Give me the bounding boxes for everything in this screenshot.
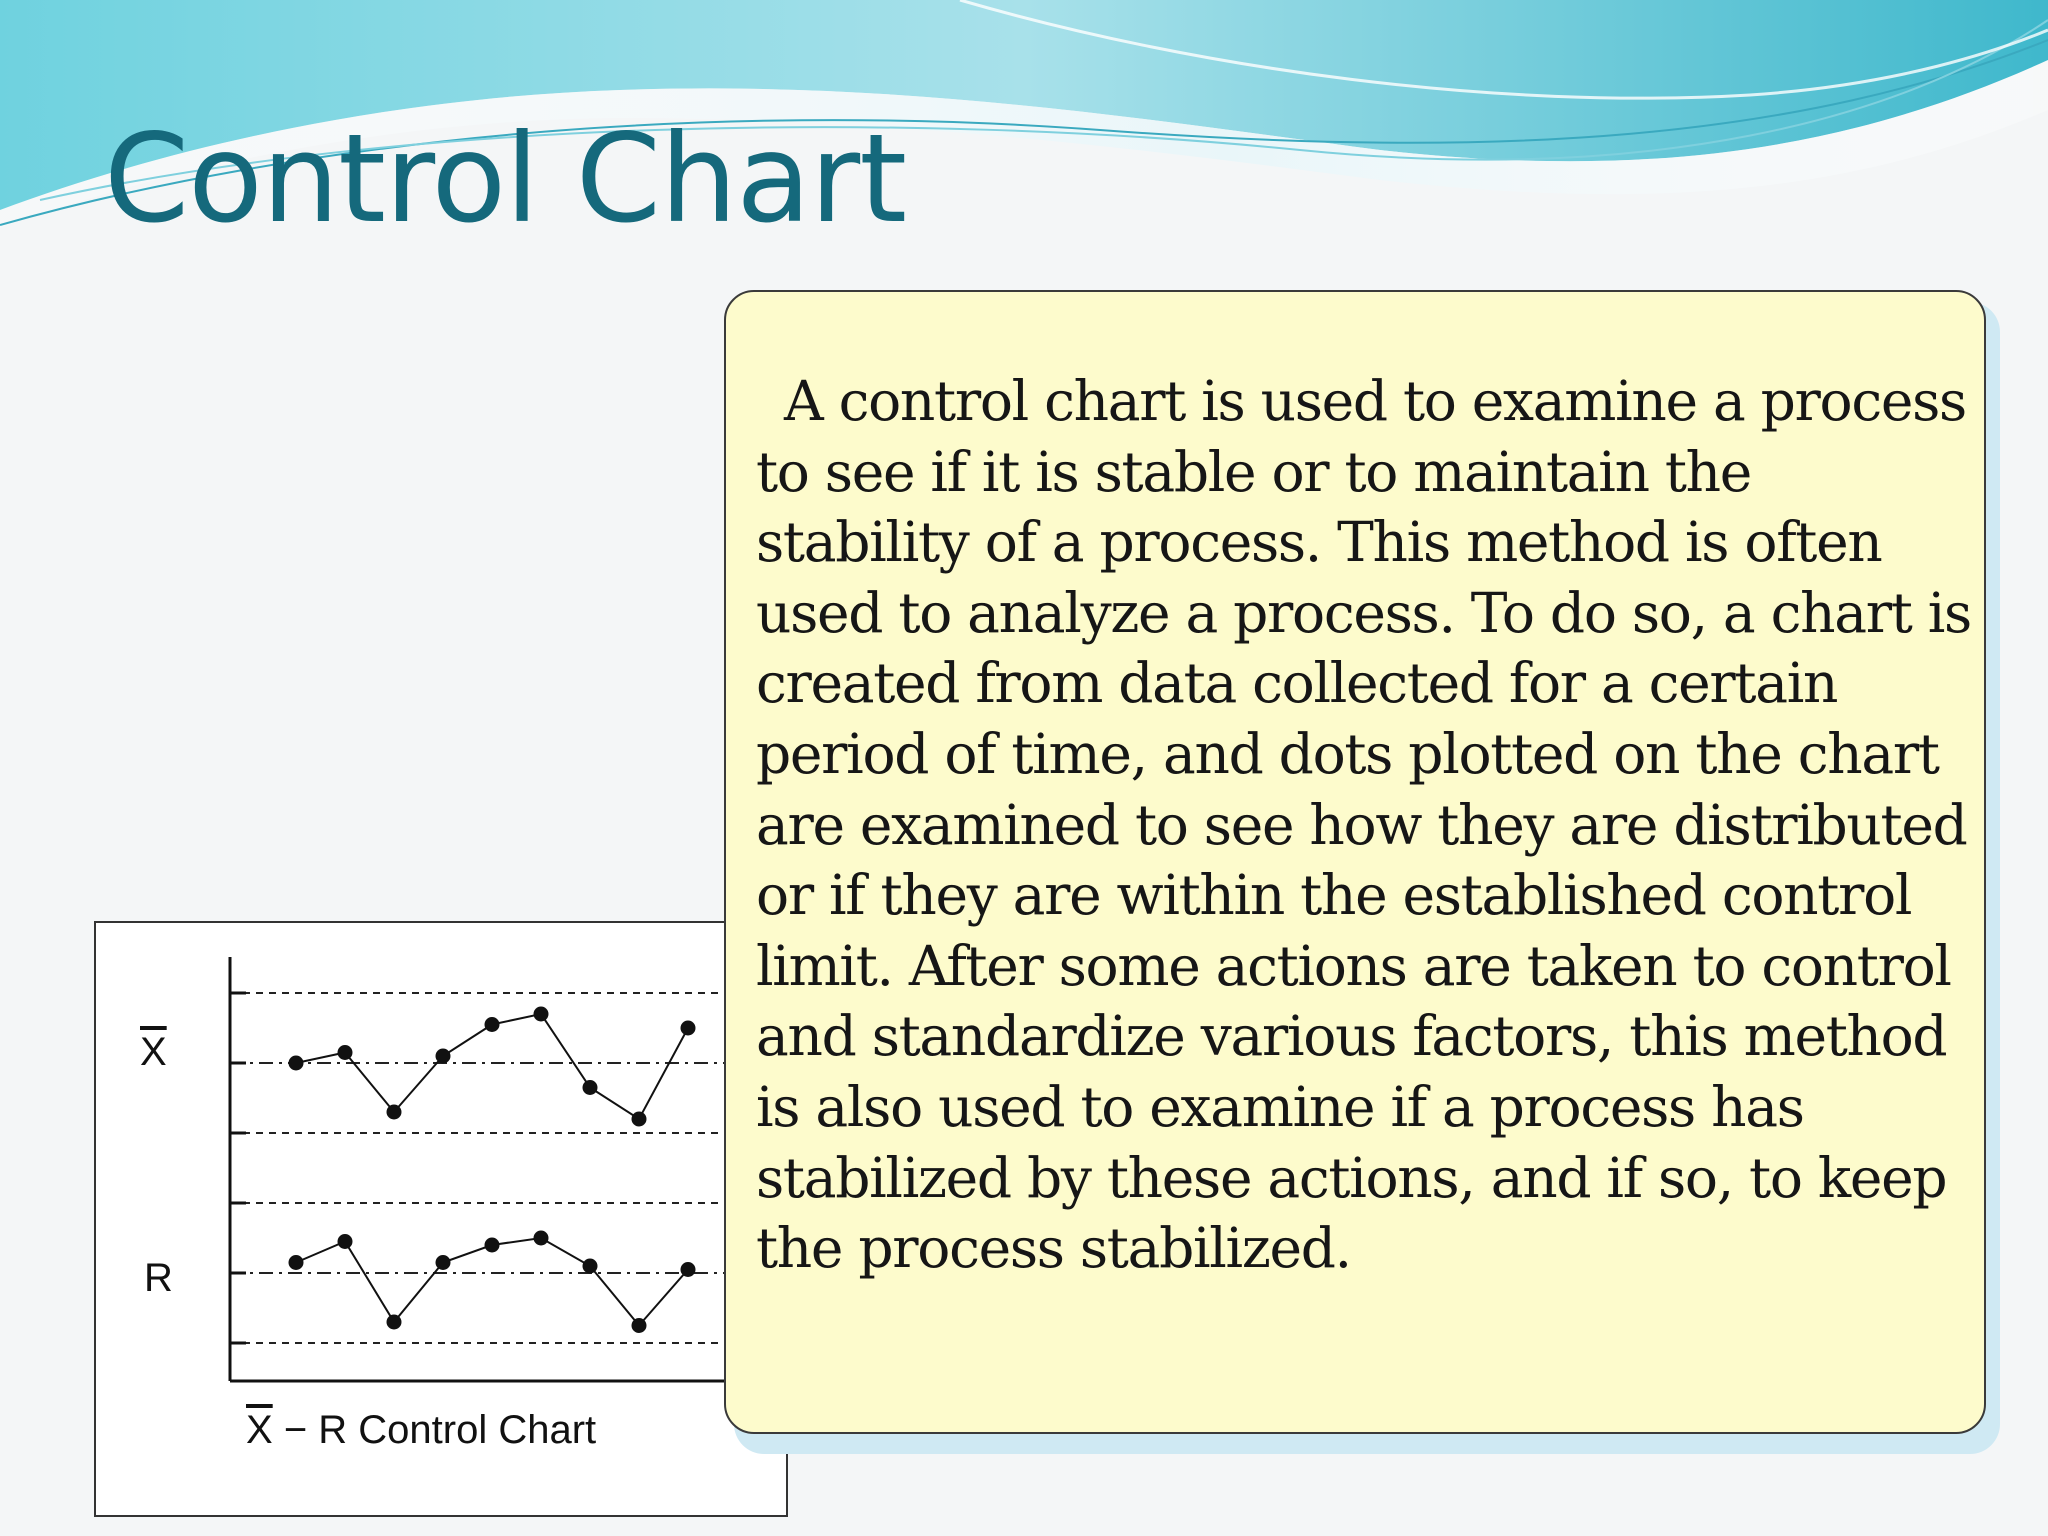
r-point-1 bbox=[289, 1255, 304, 1270]
description-callout bbox=[724, 290, 1986, 1434]
xbar-point-8 bbox=[632, 1112, 647, 1127]
r-point-5 bbox=[485, 1238, 500, 1253]
r-point-7 bbox=[583, 1259, 598, 1274]
r-axis-label: R bbox=[144, 1256, 173, 1300]
xbar-point-3 bbox=[387, 1105, 402, 1120]
r-point-6 bbox=[534, 1231, 549, 1246]
chart-caption bbox=[246, 1408, 596, 1453]
xbar-axis-label: $\overline{X}$ bbox=[140, 1030, 167, 1074]
xbar-point-9 bbox=[681, 1021, 696, 1036]
xbar-point-6 bbox=[534, 1007, 549, 1022]
xbar-chart-group bbox=[230, 993, 790, 1133]
r-point-2 bbox=[338, 1234, 353, 1249]
r-point-9 bbox=[681, 1262, 696, 1277]
r-point-8 bbox=[632, 1318, 647, 1333]
r-chart-group bbox=[230, 1203, 790, 1343]
xbar-point-4 bbox=[436, 1049, 451, 1064]
xbar-point-5 bbox=[485, 1017, 500, 1032]
chart-caption-xbar: $\overline{X}$ bbox=[246, 1408, 273, 1452]
xbar-point-7 bbox=[583, 1080, 598, 1095]
xbar-point-2 bbox=[338, 1045, 353, 1060]
slide-title: Control Chart bbox=[104, 108, 907, 250]
r-point-4 bbox=[436, 1255, 451, 1270]
xbar-point-1 bbox=[289, 1056, 304, 1071]
chart-caption-rest: − R Control Chart bbox=[283, 1408, 597, 1452]
r-point-3 bbox=[387, 1315, 402, 1330]
description-text: A control chart is used to examine a process to see if it is stable or to maintain the stability of a process. This method is often used to analyze a process. To do so, a chart is created from data collected for a certain period of time, and dots plotted on the chart are examined to see how they are distributed or if they are within the established control limit. After some actions are taken to control and standardize various factors, this method is also used to examine if a process has stabilized by these actions, and if so, to keep the process stabilized. bbox=[756, 369, 1971, 1281]
